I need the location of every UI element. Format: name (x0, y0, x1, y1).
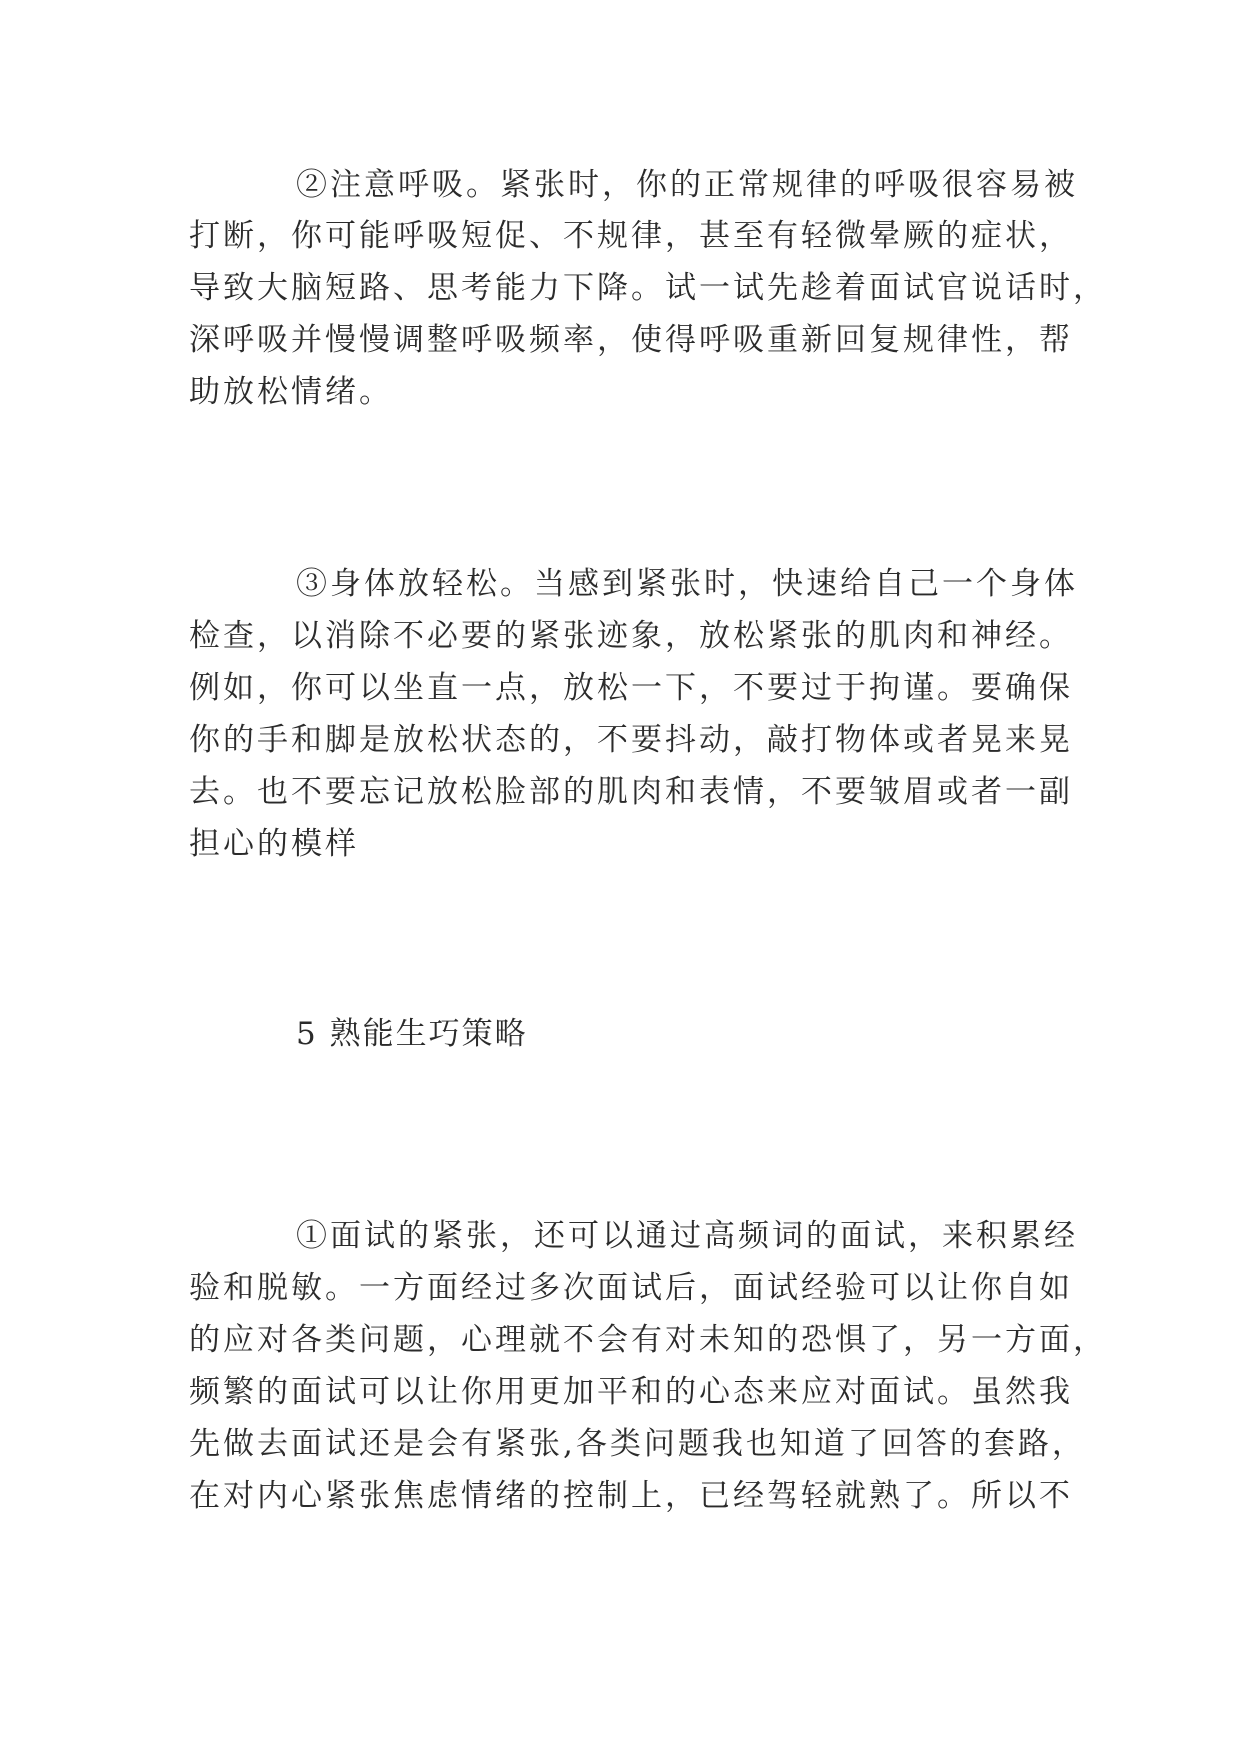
paragraph-line: 打断，你可能呼吸短促、不规律，甚至有轻微晕厥的症状， (189, 218, 1073, 254)
paragraph-line: 先做去面试还是会有紧张,各类问题我也知道了回答的套路， (189, 1426, 1086, 1462)
paragraph-line: ①面试的紧张，还可以通过高频词的面试，来积累经 (296, 1218, 1078, 1254)
paragraph-line: 深呼吸并慢慢调整呼吸频率，使得呼吸重新回复规律性，帮 (189, 322, 1073, 358)
paragraph-line: 验和脱敏。一方面经过多次面试后，面试经验可以让你自如 (189, 1270, 1073, 1306)
paragraph-line: 例如，你可以坐直一点，放松一下，不要过于拘谨。要确保 (189, 670, 1073, 706)
paragraph-line: 导致大脑短路、思考能力下降。试一试先趁着面试官说话时， (189, 270, 1107, 306)
paragraph-line: 检查，以消除不必要的紧张迹象，放松紧张的肌肉和神经。 (189, 618, 1073, 654)
paragraph-line: 频繁的面试可以让你用更加平和的心态来应对面试。虽然我 (189, 1374, 1073, 1410)
paragraph-line: 担心的模样 (189, 826, 359, 862)
section-heading: 5 熟能生巧策略 (296, 1016, 528, 1052)
paragraph-line: 在对内心紧张焦虑情绪的控制上，已经驾轻就熟了。所以不 (189, 1478, 1073, 1514)
paragraph-line: 你的手和脚是放松状态的，不要抖动，敲打物体或者晃来晃 (189, 722, 1073, 758)
paragraph-line: 助放松情绪。 (189, 374, 393, 410)
paragraph-line: 的应对各类问题，心理就不会有对未知的恐惧了，另一方面， (189, 1322, 1107, 1358)
paragraph-line: ③身体放轻松。当感到紧张时，快速给自己一个身体 (296, 566, 1078, 602)
paragraph-line: 去。也不要忘记放松脸部的肌肉和表情，不要皱眉或者一副 (189, 774, 1073, 810)
paragraph-line: ②注意呼吸。紧张时，你的正常规律的呼吸很容易被 (296, 167, 1078, 203)
